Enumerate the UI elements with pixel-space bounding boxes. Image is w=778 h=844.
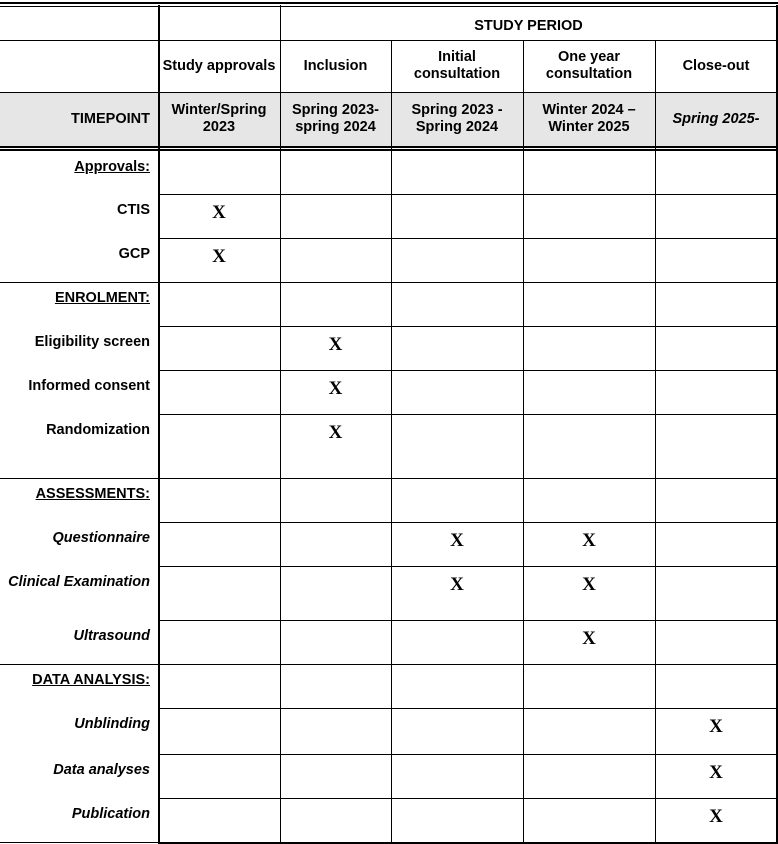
- activity-label-text: Eligibility screen: [34, 334, 150, 350]
- column-rule: [523, 40, 524, 844]
- x-mark: X: [582, 574, 596, 595]
- table-top-rule: [0, 2, 778, 4]
- section-rule: [0, 282, 778, 283]
- activity-label: [0, 754, 158, 798]
- schedule-mark-cell: [523, 620, 655, 664]
- activity-label-text: CTIS: [116, 202, 150, 218]
- section-heading: [0, 478, 158, 522]
- activity-label-text: Informed consent: [28, 378, 150, 394]
- timepoint-cell: [655, 92, 777, 146]
- phase-header: [158, 40, 280, 92]
- phase-header: [280, 40, 391, 92]
- timepoint-cell: [523, 92, 655, 146]
- timepoint-cell-text: Spring 2023 - Spring 2024: [411, 102, 503, 135]
- section-heading: [0, 282, 158, 326]
- schedule-mark-cell: [158, 238, 280, 282]
- study-period-header-text: STUDY PERIOD: [474, 18, 583, 35]
- activity-label: [0, 798, 158, 842]
- study-period-header: [280, 5, 777, 40]
- schedule-mark-cell: [523, 566, 655, 620]
- phase-header-text: Inclusion: [303, 57, 368, 74]
- x-mark: X: [212, 246, 226, 267]
- timepoint-cell-text: Spring 2025-: [672, 110, 760, 127]
- activity-label-text: Publication: [71, 806, 150, 822]
- activity-label: [0, 194, 158, 238]
- timepoint-cell-text: Spring 2023-spring 2024: [291, 102, 380, 135]
- x-mark: X: [328, 378, 343, 399]
- timepoint-cell-text: Winter/Spring 2023: [171, 102, 267, 135]
- x-mark: X: [582, 530, 596, 551]
- phase-header-text: Close-out: [682, 57, 750, 74]
- activity-label-text: Ultrasound: [73, 628, 150, 644]
- activity-label: [0, 238, 158, 282]
- header-rule: [0, 92, 778, 93]
- header-rule-left: [0, 40, 280, 41]
- phase-header: [655, 40, 777, 92]
- row-rule: [158, 798, 778, 799]
- schedule-mark-cell: [391, 566, 523, 620]
- x-mark: X: [582, 628, 596, 649]
- schedule-mark-cell: [655, 754, 777, 798]
- row-rule: [158, 194, 778, 195]
- row-rule: [158, 370, 778, 371]
- timepoint-cell: [391, 92, 523, 146]
- phase-header-text: One year consultation: [545, 49, 633, 82]
- x-mark: X: [212, 202, 226, 223]
- row-rule: [158, 414, 778, 415]
- column-rule: [158, 5, 160, 844]
- phase-header: [391, 40, 523, 92]
- column-rule: [280, 5, 281, 844]
- x-mark: X: [709, 762, 723, 783]
- schedule-mark-cell: [280, 326, 391, 370]
- schedule-mark-cell: [158, 194, 280, 238]
- header-rule: [280, 40, 777, 41]
- schedule-mark-cell: [655, 798, 777, 842]
- row-rule: [158, 754, 778, 755]
- activity-label-text: Unblinding: [74, 716, 150, 732]
- activity-label: [0, 566, 158, 620]
- section-heading-text: Approvals:: [74, 159, 150, 175]
- timepoint-label-text: TIMEPOINT: [71, 110, 150, 127]
- x-mark: X: [328, 334, 343, 355]
- x-mark: X: [709, 716, 723, 737]
- schedule-mark-cell: [280, 414, 391, 478]
- activity-label: [0, 414, 158, 478]
- x-mark: X: [450, 574, 464, 595]
- column-rule: [655, 40, 656, 844]
- activity-label: [0, 620, 158, 664]
- schedule-mark-cell: [391, 522, 523, 566]
- phase-header: [523, 40, 655, 92]
- header-bottom-rule: [0, 146, 778, 148]
- schedule-mark-cell: [523, 522, 655, 566]
- section-heading-text: ENROLMENT:: [54, 290, 150, 306]
- activity-label: [0, 708, 158, 754]
- row-rule: [158, 238, 778, 239]
- row-rule: [158, 566, 778, 567]
- timepoint-cell: [280, 92, 391, 146]
- row-rule: [158, 708, 778, 709]
- header-bottom-rule-inner: [0, 149, 778, 151]
- activity-label-text: Clinical Examination: [8, 574, 150, 590]
- section-rule: [0, 478, 778, 479]
- activity-label-text: Data analyses: [53, 762, 150, 778]
- section-heading: [0, 664, 158, 708]
- section-heading-text: ASSESSMENTS:: [35, 486, 150, 502]
- activity-label: [0, 370, 158, 414]
- timepoint-cell: [158, 92, 280, 146]
- section-heading-text: DATA ANALYSIS:: [32, 672, 150, 688]
- row-rule: [158, 326, 778, 327]
- schedule-mark-cell: [280, 370, 391, 414]
- row-rule: [158, 620, 778, 621]
- row-rule: [158, 522, 778, 523]
- x-mark: X: [328, 422, 343, 443]
- section-heading: [0, 151, 158, 194]
- schedule-mark-cell: [655, 708, 777, 754]
- column-rule: [391, 40, 392, 844]
- x-mark: X: [450, 530, 464, 551]
- activity-label: [0, 522, 158, 566]
- activity-label-text: GCP: [118, 246, 150, 262]
- table-top-rule-inner: [0, 6, 778, 7]
- section-rule: [0, 664, 778, 665]
- phase-header-text: Initial consultation: [413, 49, 501, 82]
- activity-label: [0, 326, 158, 370]
- activity-label-text: Questionnaire: [52, 530, 150, 546]
- activity-label-text: Randomization: [46, 422, 150, 438]
- timepoint-label: [0, 92, 158, 146]
- x-mark: X: [709, 806, 723, 827]
- timepoint-cell-text: Winter 2024 – Winter 2025: [542, 102, 636, 135]
- phase-header-text: Study approvals: [162, 57, 276, 74]
